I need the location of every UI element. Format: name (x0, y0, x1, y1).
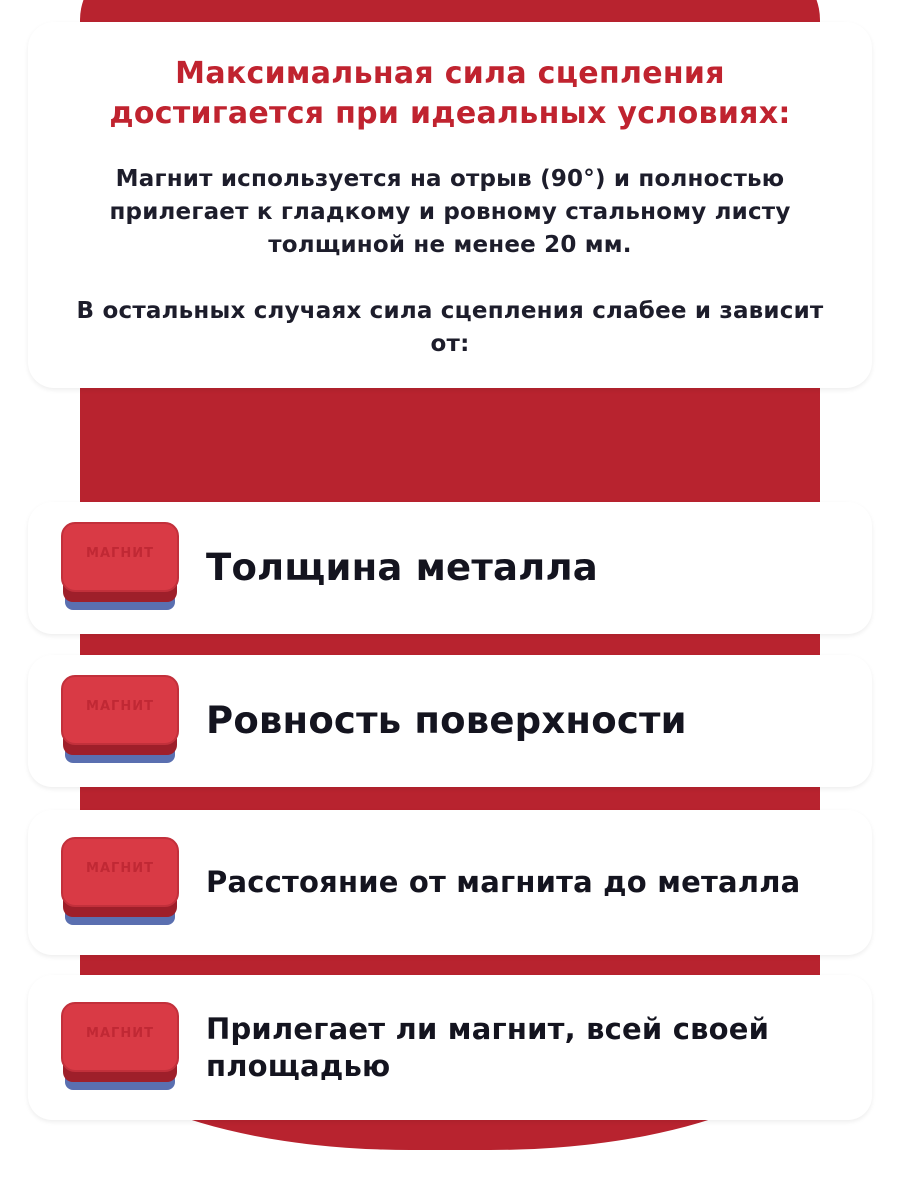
magnet-icon-label: МАГНИТ (86, 860, 154, 876)
callout-pointer (560, 398, 616, 460)
magnet-icon (60, 518, 180, 618)
conditions-title: Максимальная сила сцепления достигается при идеальных условиях: (109, 56, 791, 131)
list-item (28, 975, 872, 1120)
magnet-icon (60, 998, 180, 1098)
list-item (28, 502, 872, 634)
list-item-label: Ровность поверхности (206, 698, 687, 742)
list-item-label: Расстояние от магнита до металла (206, 865, 801, 900)
magnet-icon (60, 833, 180, 933)
list-item-label: Толщина металла (206, 545, 598, 589)
list-item (28, 810, 872, 955)
conditions-paragraph-2: В остальных случаях сила сцепления слабее и зависит от: (76, 298, 824, 357)
magnet-icon (60, 671, 180, 771)
magnet-icon-label: МАГНИТ (86, 546, 154, 561)
magnet-icon-label: МАГНИТ (86, 1025, 154, 1041)
conditions-paragraph-1: Магнит используется на отрыв (90°) и полностью прилегает к гладкому и ровному стальному листу толщиной не менее 20 мм. (109, 166, 791, 258)
conditions-card (28, 22, 872, 388)
list-item-label: Прилегает ли магнит, всей своей площадью (206, 1011, 770, 1083)
magnet-icon-label: МАГНИТ (86, 699, 154, 714)
list-item (28, 655, 872, 787)
